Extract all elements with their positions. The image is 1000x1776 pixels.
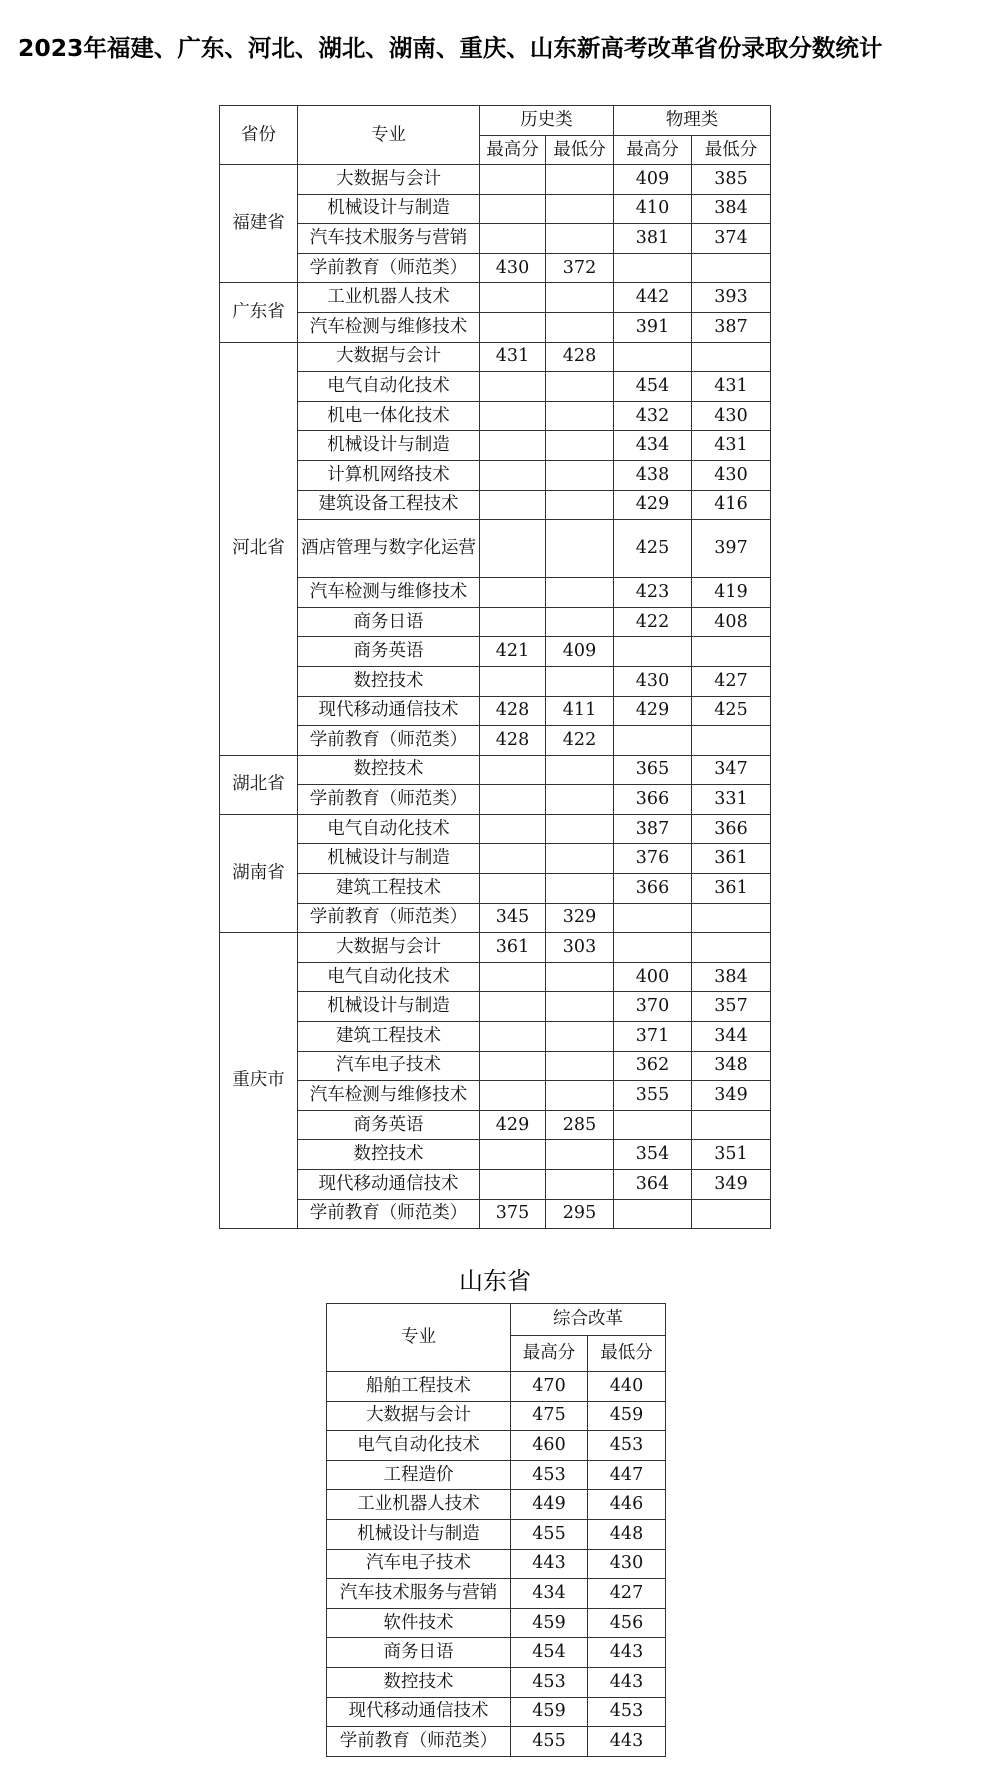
major-cell: 建筑工程技术 <box>298 1022 480 1052</box>
history-max-cell <box>480 844 546 874</box>
max-cell: 470 <box>511 1372 588 1402</box>
physics-min-cell: 348 <box>692 1051 771 1081</box>
major-cell: 机械设计与制造 <box>327 1519 511 1549</box>
major-cell: 大数据与会计 <box>298 165 480 195</box>
major-cell: 电气自动化技术 <box>298 962 480 992</box>
history-min-cell <box>546 844 614 874</box>
physics-max-cell <box>614 253 692 283</box>
province-cell: 广东省 <box>220 283 298 342</box>
header-physics: 物理类 <box>614 106 771 136</box>
history-min-cell: 285 <box>546 1110 614 1140</box>
history-min-cell: 428 <box>546 342 614 372</box>
history-max-cell <box>480 165 546 195</box>
physics-max-cell: 366 <box>614 785 692 815</box>
history-min-cell <box>546 814 614 844</box>
physics-max-cell <box>614 933 692 963</box>
table-header-row <box>220 106 771 136</box>
min-cell: 443 <box>588 1727 666 1757</box>
major-cell: 酒店管理与数字化运营 <box>298 520 480 578</box>
major-cell: 商务英语 <box>298 637 480 667</box>
table-row <box>220 1199 771 1229</box>
physics-min-cell: 331 <box>692 785 771 815</box>
major-cell: 商务英语 <box>298 1110 480 1140</box>
table-row <box>327 1579 666 1609</box>
header-history-max: 最高分 <box>480 136 546 165</box>
header-physics-min: 最低分 <box>692 136 771 165</box>
table-row <box>220 1022 771 1052</box>
table-row <box>220 1170 771 1200</box>
physics-min-cell: 349 <box>692 1081 771 1111</box>
history-min-cell <box>546 962 614 992</box>
physics-max-cell: 422 <box>614 607 692 637</box>
physics-max-cell: 355 <box>614 1081 692 1111</box>
physics-min-cell: 385 <box>692 165 771 195</box>
history-min-cell <box>546 1022 614 1052</box>
history-max-cell <box>480 814 546 844</box>
table-row <box>220 194 771 224</box>
history-max-cell <box>480 520 546 578</box>
table-row <box>327 1697 666 1727</box>
physics-max-cell <box>614 903 692 933</box>
major-cell: 学前教育（师范类） <box>298 1199 480 1229</box>
physics-max-cell: 423 <box>614 578 692 608</box>
physics-max-cell: 425 <box>614 520 692 578</box>
physics-min-cell: 397 <box>692 520 771 578</box>
history-min-cell <box>546 401 614 431</box>
history-max-cell: 361 <box>480 933 546 963</box>
physics-max-cell <box>614 726 692 756</box>
major-cell: 软件技术 <box>327 1608 511 1638</box>
major-cell: 数控技术 <box>327 1667 511 1697</box>
table-body <box>220 165 771 1229</box>
history-min-cell: 329 <box>546 903 614 933</box>
physics-max-cell: 364 <box>614 1170 692 1200</box>
physics-max-cell: 438 <box>614 460 692 490</box>
history-max-cell <box>480 1051 546 1081</box>
physics-min-cell <box>692 933 771 963</box>
table-body <box>327 1372 666 1757</box>
major-cell: 学前教育（师范类） <box>298 726 480 756</box>
history-min-cell <box>546 992 614 1022</box>
history-min-cell <box>546 785 614 815</box>
physics-min-cell: 431 <box>692 372 771 402</box>
table-row <box>220 1140 771 1170</box>
history-max-cell <box>480 992 546 1022</box>
header-min: 最低分 <box>588 1336 666 1372</box>
header-province: 省份 <box>220 106 298 165</box>
table-row <box>220 431 771 461</box>
table-row <box>327 1608 666 1638</box>
table-row <box>327 1490 666 1520</box>
physics-max-cell: 429 <box>614 696 692 726</box>
major-cell: 船舶工程技术 <box>327 1372 511 1402</box>
history-max-cell <box>480 578 546 608</box>
history-max-cell <box>480 755 546 785</box>
physics-max-cell: 432 <box>614 401 692 431</box>
min-cell: 443 <box>588 1638 666 1668</box>
major-cell: 工业机器人技术 <box>327 1490 511 1520</box>
table-row <box>220 607 771 637</box>
physics-max-cell: 387 <box>614 814 692 844</box>
history-min-cell <box>546 1051 614 1081</box>
min-cell: 456 <box>588 1608 666 1638</box>
history-min-cell: 411 <box>546 696 614 726</box>
history-min-cell <box>546 1170 614 1200</box>
table-row <box>220 903 771 933</box>
physics-min-cell: 430 <box>692 460 771 490</box>
table-row <box>220 520 771 578</box>
major-cell: 机械设计与制造 <box>298 194 480 224</box>
major-cell: 现代移动通信技术 <box>327 1697 511 1727</box>
province-cell: 河北省 <box>220 342 298 755</box>
history-max-cell: 430 <box>480 253 546 283</box>
physics-min-cell: 349 <box>692 1170 771 1200</box>
physics-max-cell: 409 <box>614 165 692 195</box>
major-cell: 大数据与会计 <box>298 933 480 963</box>
table-row <box>220 283 771 313</box>
history-min-cell: 303 <box>546 933 614 963</box>
physics-min-cell: 384 <box>692 194 771 224</box>
table-row <box>220 312 771 342</box>
table-row <box>220 933 771 963</box>
header-history-min: 最低分 <box>546 136 614 165</box>
physics-max-cell: 365 <box>614 755 692 785</box>
physics-max-cell: 434 <box>614 431 692 461</box>
history-min-cell <box>546 666 614 696</box>
physics-min-cell <box>692 726 771 756</box>
table-row <box>220 224 771 254</box>
header-physics-max: 最高分 <box>614 136 692 165</box>
physics-min-cell: 387 <box>692 312 771 342</box>
physics-min-cell: 431 <box>692 431 771 461</box>
table-header-row <box>327 1304 666 1336</box>
major-cell: 商务日语 <box>327 1638 511 1668</box>
history-min-cell: 422 <box>546 726 614 756</box>
min-cell: 427 <box>588 1579 666 1609</box>
province-cell: 重庆市 <box>220 933 298 1229</box>
history-min-cell <box>546 283 614 313</box>
page-title: 2023年福建、广东、河北、湖北、湖南、重庆、山东新高考改革省份录取分数统计 <box>18 34 883 62</box>
history-max-cell: 431 <box>480 342 546 372</box>
major-cell: 数控技术 <box>298 755 480 785</box>
history-max-cell <box>480 312 546 342</box>
min-cell: 453 <box>588 1431 666 1461</box>
table-row <box>220 814 771 844</box>
physics-min-cell: 361 <box>692 844 771 874</box>
max-cell: 454 <box>511 1638 588 1668</box>
major-cell: 机械设计与制造 <box>298 844 480 874</box>
major-cell: 汽车检测与维修技术 <box>298 578 480 608</box>
history-max-cell: 428 <box>480 696 546 726</box>
history-min-cell <box>546 520 614 578</box>
major-cell: 汽车电子技术 <box>327 1549 511 1579</box>
physics-min-cell: 384 <box>692 962 771 992</box>
table-row <box>220 165 771 195</box>
table-row <box>220 637 771 667</box>
history-max-cell: 429 <box>480 1110 546 1140</box>
major-cell: 学前教育（师范类） <box>298 785 480 815</box>
history-max-cell <box>480 785 546 815</box>
min-cell: 446 <box>588 1490 666 1520</box>
history-max-cell <box>480 607 546 637</box>
physics-min-cell: 416 <box>692 490 771 520</box>
table-row <box>327 1727 666 1757</box>
history-max-cell <box>480 194 546 224</box>
physics-max-cell: 370 <box>614 992 692 1022</box>
table-row <box>327 1667 666 1697</box>
major-cell: 汽车技术服务与营销 <box>327 1579 511 1609</box>
min-cell: 430 <box>588 1549 666 1579</box>
table-row <box>220 372 771 402</box>
physics-max-cell <box>614 1199 692 1229</box>
table-row <box>327 1638 666 1668</box>
major-cell: 电气自动化技术 <box>298 814 480 844</box>
physics-min-cell: 347 <box>692 755 771 785</box>
physics-min-cell <box>692 342 771 372</box>
physics-max-cell: 376 <box>614 844 692 874</box>
history-min-cell: 295 <box>546 1199 614 1229</box>
max-cell: 460 <box>511 1431 588 1461</box>
physics-max-cell <box>614 1110 692 1140</box>
major-cell: 电气自动化技术 <box>298 372 480 402</box>
major-cell: 汽车检测与维修技术 <box>298 1081 480 1111</box>
min-cell: 459 <box>588 1401 666 1431</box>
physics-max-cell: 400 <box>614 962 692 992</box>
history-min-cell: 372 <box>546 253 614 283</box>
major-cell: 工业机器人技术 <box>298 283 480 313</box>
table-row <box>220 726 771 756</box>
shandong-scores-table <box>326 1303 666 1757</box>
history-max-cell: 428 <box>480 726 546 756</box>
major-cell: 电气自动化技术 <box>327 1431 511 1461</box>
physics-min-cell <box>692 903 771 933</box>
major-cell: 学前教育（师范类） <box>298 253 480 283</box>
history-min-cell <box>546 578 614 608</box>
max-cell: 455 <box>511 1727 588 1757</box>
table-row <box>220 401 771 431</box>
table-row <box>327 1519 666 1549</box>
physics-min-cell <box>692 637 771 667</box>
physics-max-cell: 430 <box>614 666 692 696</box>
table-row <box>220 460 771 490</box>
major-cell: 工程造价 <box>327 1460 511 1490</box>
history-min-cell <box>546 224 614 254</box>
history-max-cell <box>480 1081 546 1111</box>
physics-max-cell: 371 <box>614 1022 692 1052</box>
physics-max-cell: 429 <box>614 490 692 520</box>
major-cell: 大数据与会计 <box>298 342 480 372</box>
physics-min-cell: 425 <box>692 696 771 726</box>
min-cell: 453 <box>588 1697 666 1727</box>
table-row <box>220 1051 771 1081</box>
table-row <box>327 1372 666 1402</box>
major-cell: 汽车检测与维修技术 <box>298 312 480 342</box>
table-row <box>220 342 771 372</box>
table-row <box>220 696 771 726</box>
min-cell: 448 <box>588 1519 666 1549</box>
table-row <box>220 755 771 785</box>
min-cell: 440 <box>588 1372 666 1402</box>
max-cell: 455 <box>511 1519 588 1549</box>
major-cell: 大数据与会计 <box>327 1401 511 1431</box>
table-row <box>327 1431 666 1461</box>
admission-scores-table <box>219 105 771 1229</box>
physics-min-cell: 430 <box>692 401 771 431</box>
header-history: 历史类 <box>480 106 614 136</box>
table-row <box>220 874 771 904</box>
history-min-cell <box>546 460 614 490</box>
major-cell: 计算机网络技术 <box>298 460 480 490</box>
physics-max-cell <box>614 637 692 667</box>
history-max-cell <box>480 962 546 992</box>
physics-max-cell: 381 <box>614 224 692 254</box>
physics-min-cell: 427 <box>692 666 771 696</box>
physics-min-cell: 357 <box>692 992 771 1022</box>
table-row <box>220 1081 771 1111</box>
major-cell: 商务日语 <box>298 607 480 637</box>
physics-max-cell: 442 <box>614 283 692 313</box>
history-max-cell <box>480 666 546 696</box>
max-cell: 453 <box>511 1460 588 1490</box>
history-min-cell <box>546 165 614 195</box>
major-cell: 数控技术 <box>298 1140 480 1170</box>
major-cell: 学前教育（师范类） <box>298 903 480 933</box>
table-row <box>220 992 771 1022</box>
history-min-cell <box>546 607 614 637</box>
history-max-cell: 375 <box>480 1199 546 1229</box>
max-cell: 475 <box>511 1401 588 1431</box>
history-min-cell <box>546 312 614 342</box>
major-cell: 汽车技术服务与营销 <box>298 224 480 254</box>
header-major: 专业 <box>298 106 480 165</box>
table-row <box>327 1549 666 1579</box>
physics-min-cell <box>692 1110 771 1140</box>
physics-min-cell: 366 <box>692 814 771 844</box>
min-cell: 443 <box>588 1667 666 1697</box>
header-major: 专业 <box>327 1304 511 1372</box>
physics-max-cell: 454 <box>614 372 692 402</box>
physics-max-cell: 410 <box>614 194 692 224</box>
major-cell: 机电一体化技术 <box>298 401 480 431</box>
history-min-cell <box>546 194 614 224</box>
history-max-cell: 345 <box>480 903 546 933</box>
history-min-cell <box>546 372 614 402</box>
physics-max-cell: 366 <box>614 874 692 904</box>
table-row <box>220 1110 771 1140</box>
physics-min-cell <box>692 253 771 283</box>
major-cell: 机械设计与制造 <box>298 431 480 461</box>
history-max-cell <box>480 1140 546 1170</box>
table-row <box>220 962 771 992</box>
history-min-cell <box>546 874 614 904</box>
history-min-cell <box>546 755 614 785</box>
major-cell: 建筑设备工程技术 <box>298 490 480 520</box>
max-cell: 434 <box>511 1579 588 1609</box>
province-cell: 湖南省 <box>220 814 298 932</box>
history-max-cell <box>480 874 546 904</box>
major-cell: 学前教育（师范类） <box>327 1727 511 1757</box>
major-cell: 建筑工程技术 <box>298 874 480 904</box>
history-min-cell <box>546 490 614 520</box>
major-cell: 现代移动通信技术 <box>298 1170 480 1200</box>
major-cell: 机械设计与制造 <box>298 992 480 1022</box>
table-row <box>220 578 771 608</box>
physics-max-cell: 354 <box>614 1140 692 1170</box>
table-row <box>327 1460 666 1490</box>
min-cell: 447 <box>588 1460 666 1490</box>
header-comprehensive-reform: 综合改革 <box>511 1304 666 1336</box>
physics-max-cell <box>614 342 692 372</box>
history-max-cell <box>480 460 546 490</box>
shandong-title: 山东省 <box>459 1267 531 1295</box>
history-max-cell <box>480 1022 546 1052</box>
physics-min-cell: 374 <box>692 224 771 254</box>
max-cell: 443 <box>511 1549 588 1579</box>
max-cell: 449 <box>511 1490 588 1520</box>
table-row <box>327 1401 666 1431</box>
header-max: 最高分 <box>511 1336 588 1372</box>
physics-min-cell: 361 <box>692 874 771 904</box>
max-cell: 459 <box>511 1608 588 1638</box>
history-min-cell <box>546 1081 614 1111</box>
history-max-cell <box>480 283 546 313</box>
table-row <box>220 666 771 696</box>
history-min-cell <box>546 431 614 461</box>
history-max-cell <box>480 224 546 254</box>
table-row <box>220 785 771 815</box>
table-row <box>220 253 771 283</box>
history-max-cell <box>480 401 546 431</box>
table-row <box>220 844 771 874</box>
physics-max-cell: 391 <box>614 312 692 342</box>
history-min-cell <box>546 1140 614 1170</box>
major-cell: 数控技术 <box>298 666 480 696</box>
table-row <box>220 490 771 520</box>
physics-min-cell: 344 <box>692 1022 771 1052</box>
history-max-cell <box>480 372 546 402</box>
major-cell: 汽车电子技术 <box>298 1051 480 1081</box>
physics-min-cell: 408 <box>692 607 771 637</box>
province-cell: 湖北省 <box>220 755 298 814</box>
physics-min-cell: 393 <box>692 283 771 313</box>
physics-min-cell: 351 <box>692 1140 771 1170</box>
history-min-cell: 409 <box>546 637 614 667</box>
history-max-cell: 421 <box>480 637 546 667</box>
max-cell: 453 <box>511 1667 588 1697</box>
max-cell: 459 <box>511 1697 588 1727</box>
province-cell: 福建省 <box>220 165 298 283</box>
history-max-cell <box>480 1170 546 1200</box>
major-cell: 现代移动通信技术 <box>298 696 480 726</box>
history-max-cell <box>480 431 546 461</box>
history-max-cell <box>480 490 546 520</box>
physics-max-cell: 362 <box>614 1051 692 1081</box>
physics-min-cell <box>692 1199 771 1229</box>
physics-min-cell: 419 <box>692 578 771 608</box>
